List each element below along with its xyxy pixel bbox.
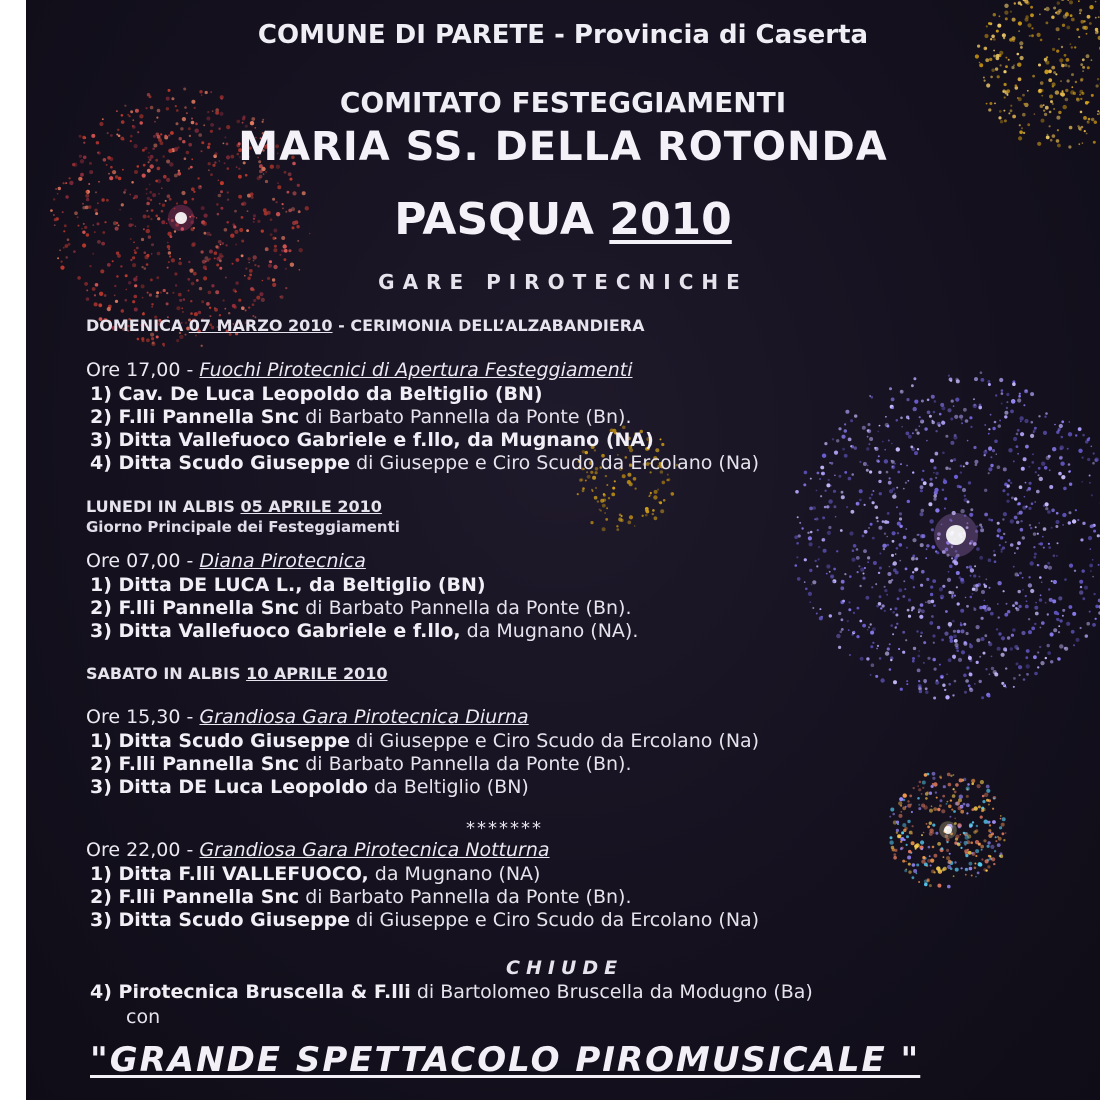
item-detail: di Barbato Pannella da Ponte (Bn). — [299, 597, 632, 619]
item-name: 2) F.lli Pannella Snc — [90, 406, 300, 428]
day-label: LUNEDI IN ALBIS — [86, 497, 235, 516]
list-item — [90, 406, 631, 428]
list-item — [90, 452, 759, 474]
closing-item-origin: di Bartolomeo Bruscella da Modugno (Ba) — [410, 981, 813, 1003]
list-item — [90, 863, 540, 885]
sabato-line — [86, 664, 388, 683]
item-detail: di Giuseppe e Ciro Scudo da Ercolano (Na) — [350, 452, 760, 474]
final-title — [90, 1040, 920, 1080]
item-name: 2) F.lli Pannella Snc — [90, 886, 300, 908]
event-time: Ore 15,30 - — [86, 706, 194, 728]
item-detail: da Mugnano (NA). — [460, 620, 639, 642]
committee-header: COMITATO FESTEGGIAMENTI — [339, 86, 787, 119]
list-item — [90, 776, 529, 798]
item-name: 1) Cav. De Luca Leopoldo da Beltiglio (BN) — [90, 383, 543, 405]
event-title: Diana Pirotecnica — [199, 550, 366, 572]
poster — [26, 0, 1100, 1100]
closing-con: con — [126, 1006, 161, 1028]
lunedi-subtitle: Giorno Principale dei Festeggiamenti — [86, 518, 400, 536]
firework-purple — [794, 371, 1100, 699]
day-date: 05 APRILE 2010 — [240, 497, 382, 516]
item-name: 1) Ditta F.lli VALLEFUOCO, — [90, 863, 369, 885]
item-name: 2) F.lli Pannella Snc — [90, 753, 300, 775]
list-item — [90, 574, 486, 596]
event-heading — [86, 839, 550, 861]
closing-item-name: 4) Pirotecnica Bruscella & F.lli — [90, 981, 411, 1003]
item-name: 3) Ditta Scudo Giuseppe — [90, 909, 351, 931]
domenica-line — [86, 316, 645, 335]
item-detail: di Barbato Pannella da Ponte (Bn). — [299, 886, 632, 908]
event-title: Grandiosa Gara Pirotecnica Diurna — [199, 706, 529, 728]
easter-word: PASQUA — [394, 194, 594, 245]
list-item — [90, 429, 654, 451]
day-label: SABATO IN ALBIS — [86, 664, 241, 683]
list-item — [90, 730, 759, 752]
item-detail: da Mugnano (NA) — [368, 863, 541, 885]
day-date: 07 MARZO 2010 — [188, 316, 333, 335]
lunedi-line — [86, 497, 382, 516]
event-heading — [86, 550, 366, 572]
separator: ******* — [466, 818, 543, 839]
event-time: Ore 07,00 - — [86, 550, 194, 572]
event-time: Ore 17,00 - — [86, 359, 194, 381]
event-title: Fuochi Pirotecnici di Apertura Festeggiamenti — [199, 359, 633, 381]
list-item — [90, 597, 631, 619]
closing-item — [90, 981, 813, 1003]
easter-year: 2010 — [609, 194, 732, 245]
event-heading — [86, 359, 633, 381]
event-heading — [86, 706, 529, 728]
item-detail: di Barbato Pannella da Ponte (Bn). — [299, 406, 632, 428]
event-time: Ore 22,00 - — [86, 839, 194, 861]
list-item — [90, 620, 638, 642]
item-name: 3) Ditta DE Luca Leopoldo — [90, 776, 368, 798]
closing-label: CHIUDE — [506, 957, 624, 979]
list-item — [90, 383, 543, 405]
item-name: 3) Ditta Vallefuoco Gabriele e f.llo, da Mugnano (NA) — [90, 429, 654, 451]
list-item — [90, 753, 631, 775]
item-name: 3) Ditta Vallefuoco Gabriele e f.llo, — [90, 620, 461, 642]
item-name: 4) Ditta Scudo Giuseppe — [90, 452, 351, 474]
event-title: Grandiosa Gara Pirotecnica Notturna — [199, 839, 550, 861]
list-item — [90, 909, 759, 931]
item-name: 1) Ditta DE LUCA L., da Beltiglio (BN) — [90, 574, 486, 596]
item-name: 2) F.lli Pannella Snc — [90, 597, 300, 619]
item-detail: di Giuseppe e Ciro Scudo da Ercolano (Na) — [350, 909, 760, 931]
easter-title — [26, 194, 1100, 245]
item-detail: di Barbato Pannella da Ponte (Bn). — [299, 753, 632, 775]
subtitle: GARE PIROTECNICHE — [378, 270, 748, 294]
municipality-header: COMUNE DI PARETE - Provincia di Caserta — [257, 20, 869, 50]
day-rest: - CERIMONIA DELL’ALZABANDIERA — [338, 316, 645, 335]
day-date: 10 APRILE 2010 — [246, 664, 388, 683]
item-name: 1) Ditta Scudo Giuseppe — [90, 730, 351, 752]
final-title-text: "GRANDE SPETTACOLO PIROMUSICALE " — [90, 1040, 921, 1080]
item-detail: di Giuseppe e Ciro Scudo da Ercolano (Na) — [350, 730, 760, 752]
day-label: DOMENICA — [86, 316, 184, 335]
item-detail: da Beltiglio (BN) — [367, 776, 529, 798]
firework-small — [889, 772, 1006, 889]
list-item — [90, 886, 631, 908]
patron-title: MARIA SS. DELLA ROTONDA — [238, 124, 888, 170]
